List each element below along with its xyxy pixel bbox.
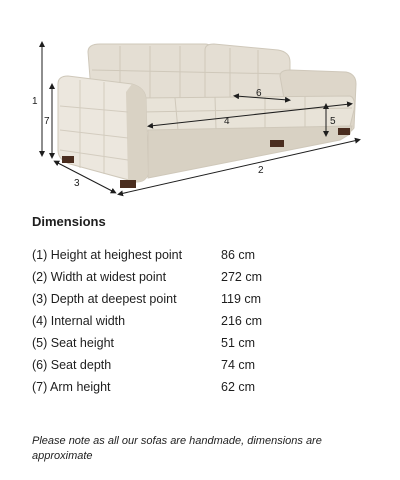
dimension-label: (6) Seat depth: [32, 358, 112, 372]
dimensions-heading: Dimensions: [32, 214, 106, 229]
dimension-value: 62 cm: [221, 380, 256, 394]
handmade-disclaimer: Please note as all our sofas are handmade, dimensions are approximate: [32, 435, 322, 462]
dimension-value: 272 cm: [221, 270, 262, 284]
callout-3: 3: [74, 178, 80, 189]
dimension-row: [32, 354, 332, 376]
dimension-value: 216 cm: [221, 314, 262, 328]
dimension-row: [32, 310, 332, 332]
callout-7: 7: [44, 116, 50, 127]
dimension-value: 119 cm: [221, 292, 262, 306]
dimension-value: 74 cm: [221, 358, 256, 372]
dimension-label: (2) Width at widest point: [32, 270, 167, 284]
dimension-value: 51 cm: [221, 336, 256, 350]
dimension-label: (7) Arm height: [32, 380, 111, 394]
dimension-value: 86 cm: [221, 248, 256, 262]
dimension-row: [32, 288, 332, 310]
callout-4: 4: [224, 116, 230, 127]
dimension-label: (1) Height at heighest point: [32, 248, 183, 262]
callout-5: 5: [330, 116, 336, 127]
dimensions-list: [32, 244, 332, 398]
dimension-row: [32, 266, 332, 288]
dimension-label: (3) Depth at deepest point: [32, 292, 177, 306]
dimension-label: (5) Seat height: [32, 336, 114, 350]
dimension-row: [32, 332, 332, 354]
sofa-image: [58, 44, 356, 188]
sofa-dimension-illustration: [0, 0, 400, 205]
callout-1: 1: [32, 96, 38, 107]
callout-6: 6: [256, 88, 262, 99]
dimension-row: [32, 376, 332, 398]
dimension-row: [32, 244, 332, 266]
callout-2: 2: [258, 165, 264, 176]
dimension-label: (4) Internal width: [32, 314, 126, 328]
